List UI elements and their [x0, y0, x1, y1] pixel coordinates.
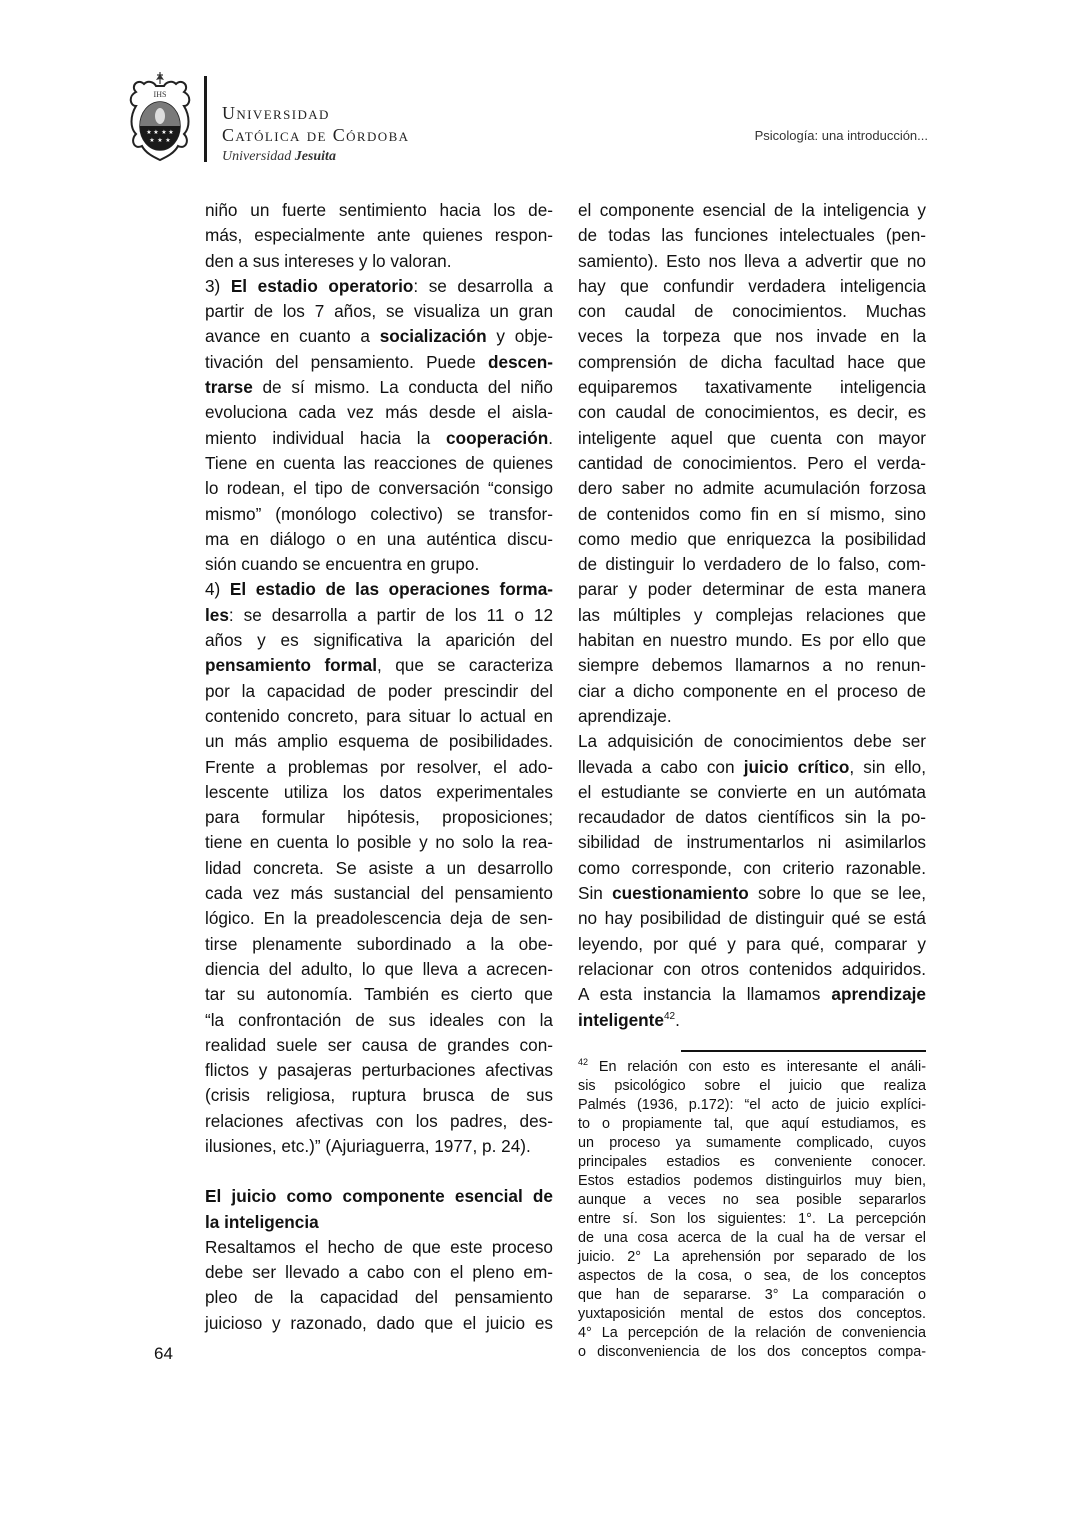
footnote-line: to o propiamente tal, que aquí estudiamos, es: [578, 1116, 926, 1132]
text-line: relacionar con otros contenidos adquiridos.: [578, 958, 926, 979]
text-line: lo rodean, el tipo de conversación “consigo: [205, 478, 553, 499]
text-line: con caudal de conocimientos. Muchas: [578, 301, 926, 322]
text-line: un más amplio esquema de posibilidades.: [205, 731, 553, 752]
footnote-line: aunque a veces no sea posible separarlos: [578, 1192, 926, 1208]
text-line: comprensión de dicha facultad hace que: [578, 351, 926, 372]
text-line: con caudal de conocimientos, es decir, es: [578, 402, 926, 423]
bold-term: juicio crítico: [743, 756, 850, 777]
svg-text:★: ★: [161, 129, 167, 136]
text-line: lidad concreta. Se asiste a un desarrollo: [205, 857, 553, 878]
text-line: relaciones afectivas con los padres, des-: [205, 1110, 553, 1131]
page-header: [0, 0, 1080, 180]
footnote-body: [578, 1058, 926, 1362]
left-column-body: [205, 198, 553, 1159]
bold-term: descen-: [488, 351, 553, 372]
university-crest-icon: [124, 70, 196, 166]
footnote-line: principales estadios es conveniente conocer.: [578, 1154, 926, 1170]
footnote: [578, 1058, 926, 1362]
text-line: cada vez más sustancial del pensamiento: [205, 883, 553, 904]
text-line: tar su autonomía. También es cierto que: [205, 984, 553, 1005]
text-line: años y es significativa la aparición del: [205, 630, 553, 651]
text-line: Frente a problemas por resolver, el ado-: [205, 756, 553, 777]
svg-text:★: ★: [168, 129, 174, 136]
footnote-reference[interactable]: 42: [663, 1010, 676, 1022]
text-line: ilusiones, etc.)” (Ajuriaguerra, 1977, p. 24).: [205, 1135, 531, 1156]
text-line: parar y poder determinar de esta manera: [578, 579, 926, 600]
text-line: sión cuando se encuentra en grupo.: [205, 554, 480, 575]
text-line: lógico. En la preadolescencia deja de sen-: [205, 908, 553, 929]
bold-term: socialización: [379, 326, 487, 347]
text-line: veces la torpeza que nos invade en la: [578, 326, 926, 347]
left-column: [205, 198, 553, 1336]
svg-text:★: ★: [153, 129, 159, 136]
text-line: Resaltamos el hecho de que este proceso: [205, 1236, 553, 1257]
text-line: por la capacidad de poder prescindir del: [205, 680, 553, 701]
text-line: aprendizaje.: [578, 705, 672, 726]
text-line: trarse de sí mismo. La conducta del niño: [205, 377, 553, 398]
text-line: contenido concreto, para situar lo actual en: [205, 705, 553, 726]
svg-text:★: ★: [165, 137, 171, 144]
svg-text:★: ★: [149, 137, 155, 144]
text-line: no hay posibilidad de distinguir qué se está: [578, 908, 926, 929]
right-column-body: [578, 198, 926, 1033]
university-tagline: [222, 147, 409, 167]
footnote-separator: [681, 1050, 926, 1052]
text-line: tiene en cuenta lo posible y no solo la rea-: [205, 832, 553, 853]
footnote-line: o disconveniencia de los dos conceptos compa-: [578, 1344, 926, 1360]
section-heading-line: la inteligencia: [205, 1211, 319, 1232]
footnote-mark: 42: [578, 1057, 589, 1067]
text-line: cantidad de conocimientos. Pero el verda-: [578, 452, 926, 473]
university-name: [222, 102, 409, 167]
section-paragraph: [205, 1235, 553, 1336]
footnote-line: que han de separarse. 3° La comparación o: [578, 1287, 926, 1303]
bold-term: trarse: [205, 377, 253, 398]
text-line: como corresponde, con criterio razonable.: [578, 857, 926, 878]
bold-term: aprendizaje: [831, 984, 926, 1005]
page-number: 64: [154, 1344, 173, 1363]
footnote-line: 4° La percepción de la relación de conveniencia: [578, 1325, 926, 1341]
text-line: (crisis religiosa, ruptura brusca de sus: [205, 1085, 553, 1106]
text-line: niño un fuerte sentimiento hacia los de-: [205, 200, 553, 220]
text-line: evoluciona cada vez más desde el aisla-: [205, 402, 553, 423]
text-line: flictos y pasajeras perturbaciones afectivas: [205, 1060, 553, 1081]
text-line: habitan en nuestro mundo. Es por ello que: [578, 630, 926, 651]
footnote-line: $^{42}$ En relación con esto es interesante el análi-: [578, 1057, 926, 1075]
text-line: juicioso y razonado, dado que el juicio es: [205, 1312, 553, 1333]
section-heading-line: El juicio como componente esencial de: [205, 1186, 553, 1207]
text-line: leyendo, por qué y para qué, comparar y: [578, 933, 926, 954]
svg-text:IHS: IHS: [153, 90, 167, 99]
text-line: inteligente aquel que cuenta con mayor: [578, 427, 926, 448]
text-line: hay que confundir verdadera inteligencia: [578, 275, 926, 296]
text-line: ciar a dicho componente en el proceso de: [578, 680, 926, 701]
footnote-line: un proceso ya sumamente complicado, cuyos: [578, 1135, 926, 1151]
tagline-bold: Jesuita: [294, 149, 336, 164]
bold-term: cooperación: [446, 427, 549, 448]
text-line: den a sus intereses y lo valoran.: [205, 250, 452, 271]
text-line: 3) El estadio operatorio: se desarrolla a: [205, 275, 553, 296]
bold-term: cuestionamiento: [612, 883, 749, 904]
text-line: tirse plenamente subordinado a la obe-: [205, 933, 553, 954]
text-line: 4) El estadio de las operaciones forma-: [205, 579, 553, 600]
text-line: recaudador de datos científicos sin la po-: [578, 807, 926, 828]
text-line: de distinguir lo verdadero de lo falso, com-: [578, 554, 926, 575]
text-line: Sin cuestionamiento sobre lo que se lee,: [578, 883, 926, 904]
text-line: para formular hipótesis, proposiciones;: [205, 807, 553, 828]
text-line: realidad suele ser causa de grandes con-: [205, 1034, 553, 1055]
svg-text:★: ★: [146, 129, 152, 136]
tagline-regular: Universidad: [222, 149, 295, 164]
bold-term: El estadio operatorio: [230, 275, 414, 296]
text-line: samiento). Esto nos lleva a advertir que no: [578, 250, 926, 271]
text-line: llevada a cabo con juicio crítico, sin ello,: [578, 756, 926, 777]
footnote-line: yuxtaposición mental de estos dos conceptos.: [578, 1306, 926, 1322]
text-line: diencia del adulto, lo que lleva a acrecen-: [205, 958, 553, 979]
text-line: de todas las funciones intelectuales (pen-: [578, 225, 926, 246]
text-line: como medio que enriquezca la posibilidad: [578, 528, 926, 549]
text-line: ma en diálogo o en una auténtica discu-: [205, 528, 553, 549]
university-name-line2: Católica de Córdoba: [222, 125, 410, 145]
text-line: lescente utiliza los datos experimentales: [205, 781, 553, 802]
right-column: [578, 198, 926, 1033]
text-line: de contenidos como fin en sí mismo, sino: [578, 503, 926, 524]
text-line: debe ser llevado a cabo con el pleno em-: [205, 1262, 553, 1283]
text-line: La adquisición de conocimientos debe ser: [578, 731, 926, 752]
bold-term: inteligente: [578, 1009, 664, 1030]
text-line: partir de los 7 años, se visualiza un gran: [205, 301, 553, 322]
text-line: avance en cuanto a socialización y obje-: [205, 326, 553, 347]
footnote-line: de una cosa acerca de la cual ha de versar el: [578, 1230, 926, 1246]
text-line: el estudiante se convierte en un autómata: [578, 781, 926, 802]
text-line: el componente esencial de la inteligencia y: [578, 200, 926, 220]
text-line: mismo” (monólogo colectivo) se transfor-: [205, 503, 553, 524]
section-heading: [205, 1184, 553, 1235]
footnote-line: juicio. 2° La aprehensión por separado de los: [578, 1249, 926, 1265]
footnote-line: entre sí. Son los siguientes: 1°. La percepción: [578, 1211, 926, 1227]
text-line: dero saber no admite acumulación forzosa: [578, 478, 926, 499]
text-line: equiparemos taxativamente inteligencia: [578, 377, 926, 398]
text-line: “la confrontación de sus ideales con la: [205, 1009, 553, 1030]
text-line: pensamiento formal, que se caracteriza: [205, 655, 553, 676]
footnote-line: Estos estadios podemos distinguirlos muy bien,: [578, 1173, 926, 1189]
text-line: más, especialmente ante quienes respon-: [205, 225, 553, 246]
text-line: les: se desarrolla a partir de los 11 o 12: [205, 604, 553, 625]
bold-term: les: [205, 604, 229, 625]
text-line: tivación del pensamiento. Puede descen-: [205, 351, 553, 372]
bold-term: El estadio de las operaciones forma-: [229, 579, 553, 600]
header-divider: [204, 76, 207, 162]
svg-text:★: ★: [157, 137, 163, 144]
bold-term: pensamiento formal: [205, 655, 377, 676]
text-line: miento individual hacia la cooperación.: [205, 427, 553, 448]
footnote-line: Palmés (1936, p.172): “el acto de juicio explíci-: [578, 1097, 926, 1113]
footnote-line: aspectos de la cosa, o sea, de los conceptos: [578, 1268, 926, 1284]
running-title: Psicología: una introducción...: [754, 128, 928, 143]
text-line: siempre debemos llamarnos a no renun-: [578, 655, 926, 676]
university-name-line1: Universidad: [222, 103, 330, 123]
footnote-line: sis psicológico sobre el juicio que realiza: [578, 1078, 926, 1094]
text-line: A esta instancia la llamamos aprendizaje: [578, 984, 926, 1005]
text-line: Tiene en cuenta las reacciones de quienes: [205, 452, 553, 473]
text-line: sibilidad de instrumentarlos ni asimilarlos: [578, 832, 926, 853]
text-line: inteligente$^{42}$.: [578, 1009, 680, 1030]
text-line: las múltiples y complejas relaciones que: [578, 604, 926, 625]
text-line: pleo de la capacidad del pensamiento: [205, 1287, 553, 1308]
